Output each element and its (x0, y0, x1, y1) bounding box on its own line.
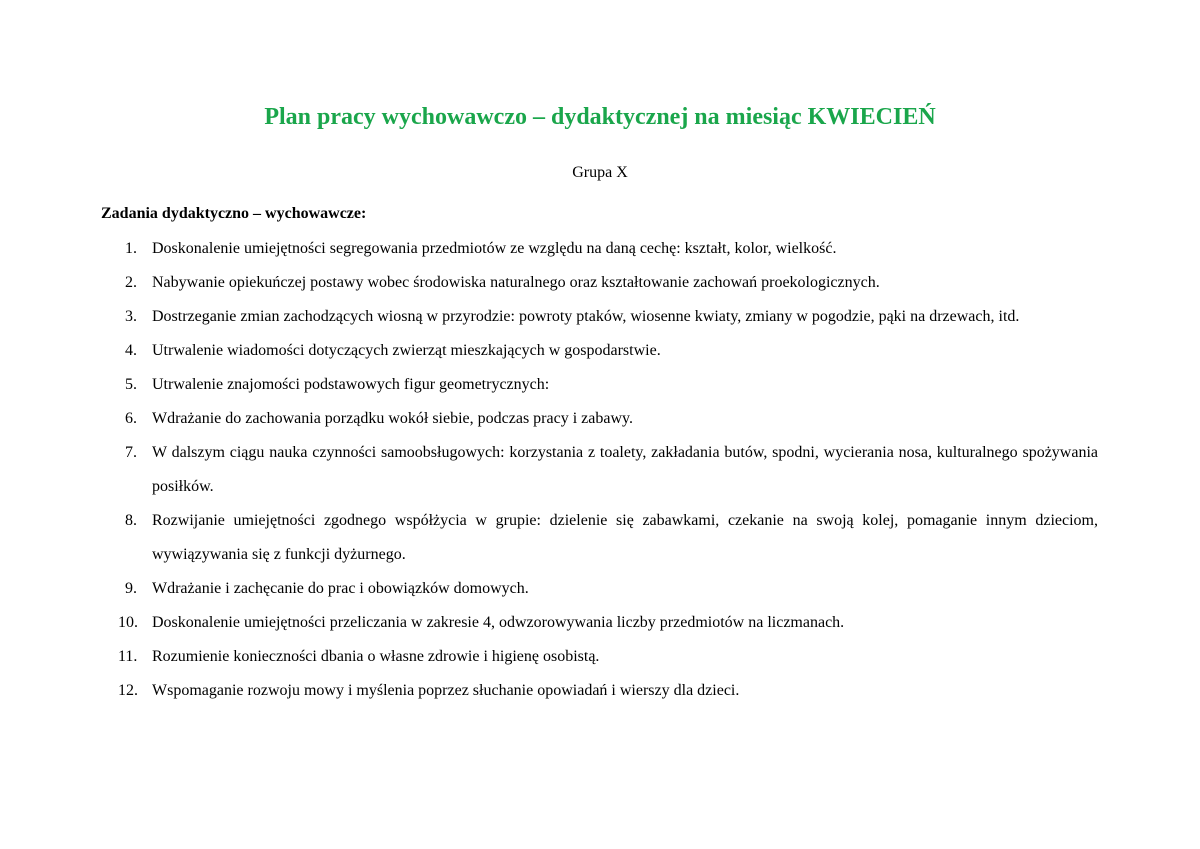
list-item (100, 504, 1098, 572)
list-item (100, 640, 1098, 674)
item-number: 3. (125, 308, 137, 325)
item-text: Wdrażanie i zachęcanie do prac i obowiązków domowych. (152, 580, 529, 597)
list-item (100, 436, 1098, 504)
item-number: 2. (125, 274, 137, 291)
item-number: 7. (125, 444, 137, 461)
list-item (100, 368, 1098, 402)
list-item (100, 334, 1098, 368)
document-title: Plan pracy wychowawczo – dydaktycznej na miesiąc KWIECIEŃ (264, 104, 936, 130)
item-number: 11. (118, 648, 138, 665)
item-text: Wspomaganie rozwoju mowy i myślenia poprzez słuchanie opowiadań i wierszy dla dzieci. (152, 682, 740, 699)
list-item (100, 572, 1098, 606)
item-number: 4. (125, 342, 137, 359)
item-text: W dalszym ciągu nauka czynności samoobsługowych: korzystania z toalety, zakładania butów, spodni, wycierania nosa, kulturalnego spożywania posiłków. (152, 444, 1098, 495)
list-item (100, 674, 1098, 708)
item-number: 10. (118, 614, 138, 631)
list-item (100, 606, 1098, 640)
section-heading: Zadania dydaktyczno – wychowawcze: (101, 205, 367, 222)
item-text: Rozumienie konieczności dbania o własne zdrowie i higienę osobistą. (152, 648, 600, 665)
list-item (100, 232, 1098, 266)
list-item (100, 300, 1098, 334)
item-text: Dostrzeganie zmian zachodzących wiosną w przyrodzie: powroty ptaków, wiosenne kwiaty, zmiany w pogodzie, pąki na drzewach, itd. (152, 308, 1020, 325)
item-text: Utrwalenie znajomości podstawowych figur geometrycznych: (152, 376, 550, 393)
item-text: Doskonalenie umiejętności przeliczania w zakresie 4, odwzorowywania liczby przedmiotów na liczmanach. (152, 614, 845, 631)
item-number: 12. (118, 682, 138, 699)
group-subtitle: Grupa X (572, 164, 628, 181)
list-item (100, 402, 1098, 436)
item-text: Utrwalenie wiadomości dotyczących zwierząt mieszkających w gospodarstwie. (152, 342, 661, 359)
task-list (100, 232, 1098, 708)
item-text: Doskonalenie umiejętności segregowania przedmiotów ze względu na daną cechę: kształt, kolor, wielkość. (152, 240, 837, 257)
item-number: 5. (125, 376, 137, 393)
item-number: 1. (125, 240, 137, 257)
item-number: 8. (125, 512, 137, 529)
item-number: 9. (125, 580, 137, 597)
item-text: Nabywanie opiekuńczej postawy wobec środowiska naturalnego oraz kształtowanie zachowań proekologicznych. (152, 274, 880, 291)
list-item (100, 266, 1098, 300)
item-number: 6. (125, 410, 137, 427)
item-text: Rozwijanie umiejętności zgodnego współżycia w grupie: dzielenie się zabawkami, czekanie na swoją kolej, pomaganie innym dzieciom, wywiązywania się z funkcji dyżurnego. (152, 512, 1098, 563)
item-text: Wdrażanie do zachowania porządku wokół siebie, podczas pracy i zabawy. (152, 410, 633, 427)
